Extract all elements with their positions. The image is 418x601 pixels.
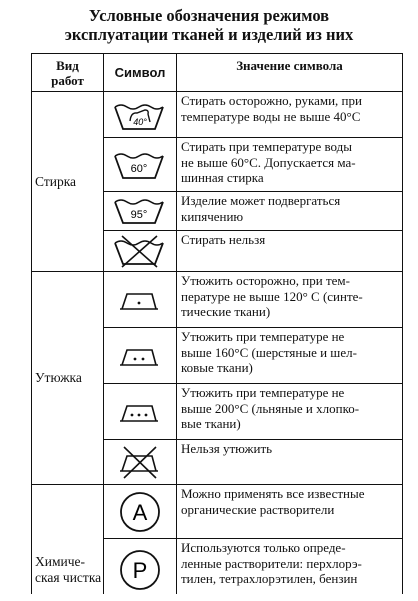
dry-clean-a-icon bbox=[118, 490, 162, 534]
header-row bbox=[32, 54, 403, 92]
svg-text:A: A bbox=[132, 499, 148, 525]
care-symbols-table bbox=[31, 53, 403, 601]
category-chemical-line-1: Химиче- bbox=[35, 554, 86, 569]
symbol-cell bbox=[104, 192, 177, 231]
description-cell bbox=[177, 272, 403, 328]
wash-tub-95-icon bbox=[111, 196, 169, 226]
iron-three-dots-icon bbox=[118, 399, 162, 425]
symbol-cell bbox=[104, 231, 177, 272]
dry-clean-p-icon bbox=[118, 548, 162, 592]
description-cell bbox=[177, 138, 403, 192]
title-line-1: Условные обозначения режимов bbox=[88, 6, 330, 25]
description-line: температуре воды не выше 40°С bbox=[181, 108, 361, 124]
description-line: выше 200°С (льняные и хлопко- bbox=[181, 400, 360, 416]
header-meaning: Значение символа bbox=[177, 54, 403, 92]
symbol-cell bbox=[104, 485, 177, 539]
description-line: Утюжить при температуре не bbox=[181, 385, 345, 400]
description-line: шинная стирка bbox=[181, 170, 264, 186]
symbol-cell bbox=[104, 272, 177, 328]
header-work-type bbox=[32, 54, 104, 92]
page-bottom-edge bbox=[0, 594, 418, 601]
description-line: тилен, тетрахлорэтилен, бензин bbox=[181, 571, 358, 587]
category-chemical-line-2: ская чистка bbox=[35, 570, 102, 585]
svg-text:40°: 40° bbox=[133, 116, 147, 127]
svg-text:60°: 60° bbox=[130, 162, 148, 175]
symbol-cell bbox=[104, 440, 177, 485]
description-cell bbox=[177, 440, 403, 485]
description-line: Утюжить осторожно, при тем- bbox=[181, 273, 350, 288]
symbol-cell bbox=[104, 92, 177, 138]
description-cell bbox=[177, 485, 403, 539]
description-line: Стирать нельзя bbox=[181, 232, 266, 247]
iron-one-dot-icon bbox=[118, 287, 162, 313]
header-work-type-line-2: работ bbox=[51, 72, 84, 88]
description-line: тические ткани) bbox=[181, 304, 271, 320]
wash-tub-60-icon bbox=[111, 148, 169, 182]
description-line: Изделие может подвергаться bbox=[181, 193, 341, 208]
description-cell bbox=[177, 539, 403, 601]
symbol-cell bbox=[104, 539, 177, 601]
table-row bbox=[32, 272, 403, 328]
description-line: не выше 60°С. Допускается ма- bbox=[181, 154, 356, 170]
category-ironing: Утюжка bbox=[32, 272, 104, 485]
description-cell bbox=[177, 328, 403, 384]
description-cell bbox=[177, 231, 403, 272]
description-cell bbox=[177, 192, 403, 231]
description-line: Стирать при температуре воды bbox=[181, 139, 352, 154]
svg-text:95°: 95° bbox=[130, 209, 148, 221]
header-work-type-line-1: Вид bbox=[56, 57, 79, 73]
symbol-cell bbox=[104, 138, 177, 192]
category-chemical-cleaning bbox=[32, 485, 104, 601]
description-cell bbox=[177, 92, 403, 138]
iron-two-dots-icon bbox=[118, 343, 162, 369]
description-line: ленные растворители: перхлорэ- bbox=[181, 555, 362, 571]
svg-text:P: P bbox=[132, 557, 148, 583]
description-line: Нельзя утюжить bbox=[181, 441, 273, 456]
category-washing: Стирка bbox=[32, 92, 104, 272]
page-title bbox=[0, 6, 418, 44]
description-line: вые ткани) bbox=[181, 416, 241, 432]
title-line-2: эксплуатации тканей и изделий из них bbox=[64, 25, 354, 44]
table-row bbox=[32, 485, 403, 539]
do-not-iron-icon bbox=[118, 444, 162, 480]
description-line: Используются только опреде- bbox=[181, 540, 346, 555]
do-not-wash-icon bbox=[111, 234, 169, 268]
description-cell bbox=[177, 384, 403, 440]
description-line: органические растворители bbox=[181, 501, 335, 517]
symbol-cell bbox=[104, 328, 177, 384]
description-line: Можно применять все известные bbox=[181, 486, 365, 501]
symbol-cell bbox=[104, 384, 177, 440]
description-line: Утюжить при температуре не bbox=[181, 329, 345, 344]
description-line: выше 160°С (шерстяные и шел- bbox=[181, 344, 357, 360]
table-row bbox=[32, 92, 403, 138]
hand-wash-tub-icon bbox=[111, 98, 169, 132]
description-line: пературе не выше 120° С (синте- bbox=[181, 288, 363, 304]
header-symbol: Символ bbox=[104, 54, 177, 92]
description-line: Стирать осторожно, руками, при bbox=[181, 93, 362, 108]
description-line: кипячению bbox=[181, 208, 244, 224]
description-line: ковые ткани) bbox=[181, 360, 253, 376]
